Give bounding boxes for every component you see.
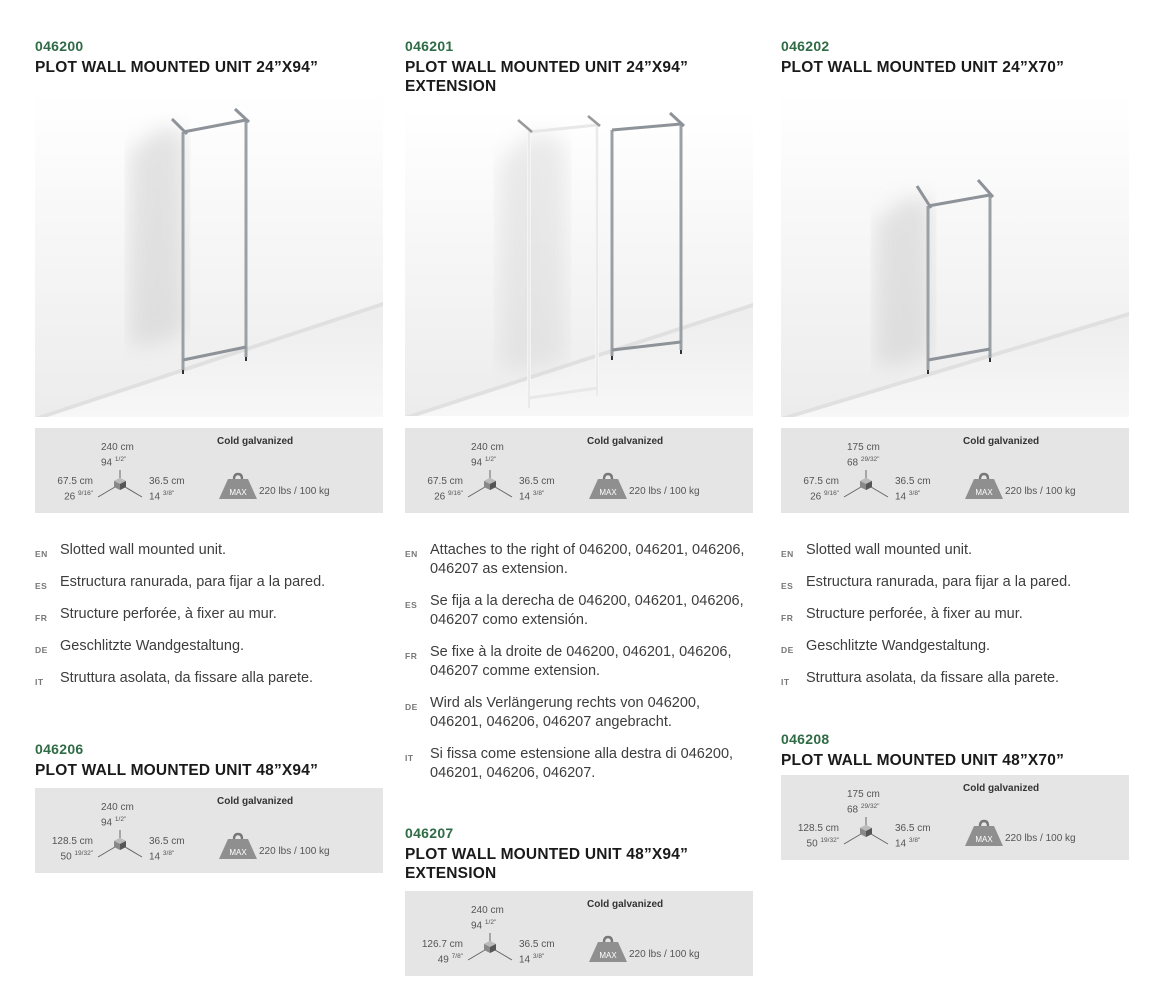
- dimension-axes-icon: [465, 468, 515, 500]
- finish-label: Cold galvanized: [963, 783, 1040, 794]
- svg-text:MAX: MAX: [975, 835, 993, 844]
- depth-dimension: 36.5 cm 14 $^{3/8"}$: [519, 939, 555, 966]
- width-dimension: 67.5 cm 26 $^{9/16"}$: [57, 476, 93, 503]
- spec-panel: [35, 788, 383, 873]
- spec-panel: [405, 428, 753, 513]
- product-photo-046202: [781, 92, 1129, 417]
- depth-dimension: 36.5 cm 14 $^{3/8"}$: [519, 476, 555, 503]
- description-item: IT Si fissa come estensione alla destra di 046200, 046201, 046206, 046207.: [405, 746, 734, 781]
- max-load: 220 lbs / 100 kg: [259, 846, 330, 857]
- description-item: EN Slotted wall mounted unit.: [35, 542, 227, 559]
- description-list: [35, 541, 395, 701]
- max-load: 220 lbs / 100 kg: [1005, 486, 1076, 497]
- description-list: [781, 541, 1141, 701]
- description-item: DE Geschlitzte Wandgestaltung.: [35, 638, 245, 655]
- finish-label: Cold galvanized: [587, 899, 664, 910]
- product-photo-046201: [405, 108, 753, 416]
- description-item: EN Slotted wall mounted unit.: [781, 542, 973, 559]
- max-load: 220 lbs / 100 kg: [1005, 833, 1076, 844]
- svg-text:MAX: MAX: [229, 488, 247, 497]
- depth-dimension: 36.5 cm 14 $^{3/8"}$: [895, 476, 931, 503]
- max-weight-icon: [964, 472, 1004, 500]
- product-title: PLOT WALL MOUNTED UNIT 48”X70”: [781, 752, 1065, 769]
- dimension-axes-icon: [841, 815, 891, 847]
- max-weight-icon: [218, 832, 258, 860]
- description-item: ES Estructura ranurada, para fijar a la pared.: [35, 574, 326, 591]
- width-dimension: 128.5 cm 50 $^{19/32"}$: [51, 836, 93, 863]
- product-title: PLOT WALL MOUNTED UNIT 24”X94” EXTENSION: [405, 59, 689, 95]
- product-photo-046200: [35, 92, 383, 417]
- description-item: IT Struttura asolata, da fissare alla parete.: [781, 670, 1060, 687]
- max-weight-icon: [218, 472, 258, 500]
- spec-panel: [781, 775, 1129, 860]
- width-dimension: 67.5 cm 26 $^{9/16"}$: [427, 476, 463, 503]
- description-item: ES Se fija a la derecha de 046200, 046201, 046206, 046207 como extensión.: [405, 593, 744, 628]
- spec-panel: [405, 891, 753, 976]
- product-code: 046206: [35, 741, 84, 757]
- product-code: 046208: [781, 731, 830, 747]
- height-dimension: 175 cm 68 $^{29/32"}$: [847, 442, 880, 469]
- max-load: 220 lbs / 100 kg: [259, 486, 330, 497]
- depth-dimension: 36.5 cm 14 $^{3/8"}$: [895, 823, 931, 850]
- description-item: DE Geschlitzte Wandgestaltung.: [781, 638, 991, 655]
- description-item: DE Wird als Verlängerung rechts von 046200, 046201, 046206, 046207 angebracht.: [405, 695, 701, 730]
- depth-dimension: 36.5 cm 14 $^{3/8"}$: [149, 836, 185, 863]
- description-item: IT Struttura asolata, da fissare alla parete.: [35, 670, 314, 687]
- width-dimension: 128.5 cm 50 $^{19/32"}$: [797, 823, 839, 850]
- product-code: 046207: [405, 825, 454, 841]
- max-weight-icon: [588, 935, 628, 963]
- product-title: PLOT WALL MOUNTED UNIT 48”X94” EXTENSION: [405, 846, 689, 882]
- finish-label: Cold galvanized: [217, 436, 294, 447]
- spec-panel: [781, 428, 1129, 513]
- dimension-axes-icon: [841, 468, 891, 500]
- description-item: FR Structure perforée, à fixer au mur.: [35, 606, 277, 623]
- product-code: 046202: [781, 38, 830, 54]
- svg-text:MAX: MAX: [229, 848, 247, 857]
- dimension-axes-icon: [95, 468, 145, 500]
- max-load: 220 lbs / 100 kg: [629, 486, 700, 497]
- dimension-axes-icon: [95, 828, 145, 860]
- description-item: FR Se fixe à la droite de 046200, 046201, 046206, 046207 comme extension.: [405, 644, 732, 679]
- product-title: PLOT WALL MOUNTED UNIT 48”X94”: [35, 762, 319, 779]
- height-dimension: 240 cm 94 $^{1/2"}$: [101, 442, 134, 469]
- description-item: FR Structure perforée, à fixer au mur.: [781, 606, 1023, 623]
- svg-text:MAX: MAX: [599, 951, 617, 960]
- height-dimension: 175 cm 68 $^{29/32"}$: [847, 789, 880, 816]
- product-code: 046200: [35, 38, 84, 54]
- finish-label: Cold galvanized: [217, 796, 294, 807]
- svg-text:MAX: MAX: [975, 488, 993, 497]
- width-dimension: 126.7 cm 49 $^{7/8"}$: [421, 939, 463, 966]
- product-code: 046201: [405, 38, 454, 54]
- description-item: ES Estructura ranurada, para fijar a la pared.: [781, 574, 1072, 591]
- finish-label: Cold galvanized: [963, 436, 1040, 447]
- height-dimension: 240 cm 94 $^{1/2"}$: [101, 802, 134, 829]
- max-weight-icon: [964, 819, 1004, 847]
- dimension-axes-icon: [465, 931, 515, 963]
- max-weight-icon: [588, 472, 628, 500]
- description-list: [405, 541, 755, 796]
- max-load: 220 lbs / 100 kg: [629, 949, 700, 960]
- product-title: PLOT WALL MOUNTED UNIT 24”X70”: [781, 59, 1065, 76]
- width-dimension: 67.5 cm 26 $^{9/16"}$: [803, 476, 839, 503]
- finish-label: Cold galvanized: [587, 436, 664, 447]
- depth-dimension: 36.5 cm 14 $^{3/8"}$: [149, 476, 185, 503]
- product-title: PLOT WALL MOUNTED UNIT 24”X94”: [35, 59, 319, 76]
- height-dimension: 240 cm 94 $^{1/2"}$: [471, 905, 504, 932]
- spec-panel: [35, 428, 383, 513]
- svg-text:MAX: MAX: [599, 488, 617, 497]
- description-item: EN Attaches to the right of 046200, 046201, 046206, 046207 as extension.: [405, 542, 745, 577]
- height-dimension: 240 cm 94 $^{1/2"}$: [471, 442, 504, 469]
